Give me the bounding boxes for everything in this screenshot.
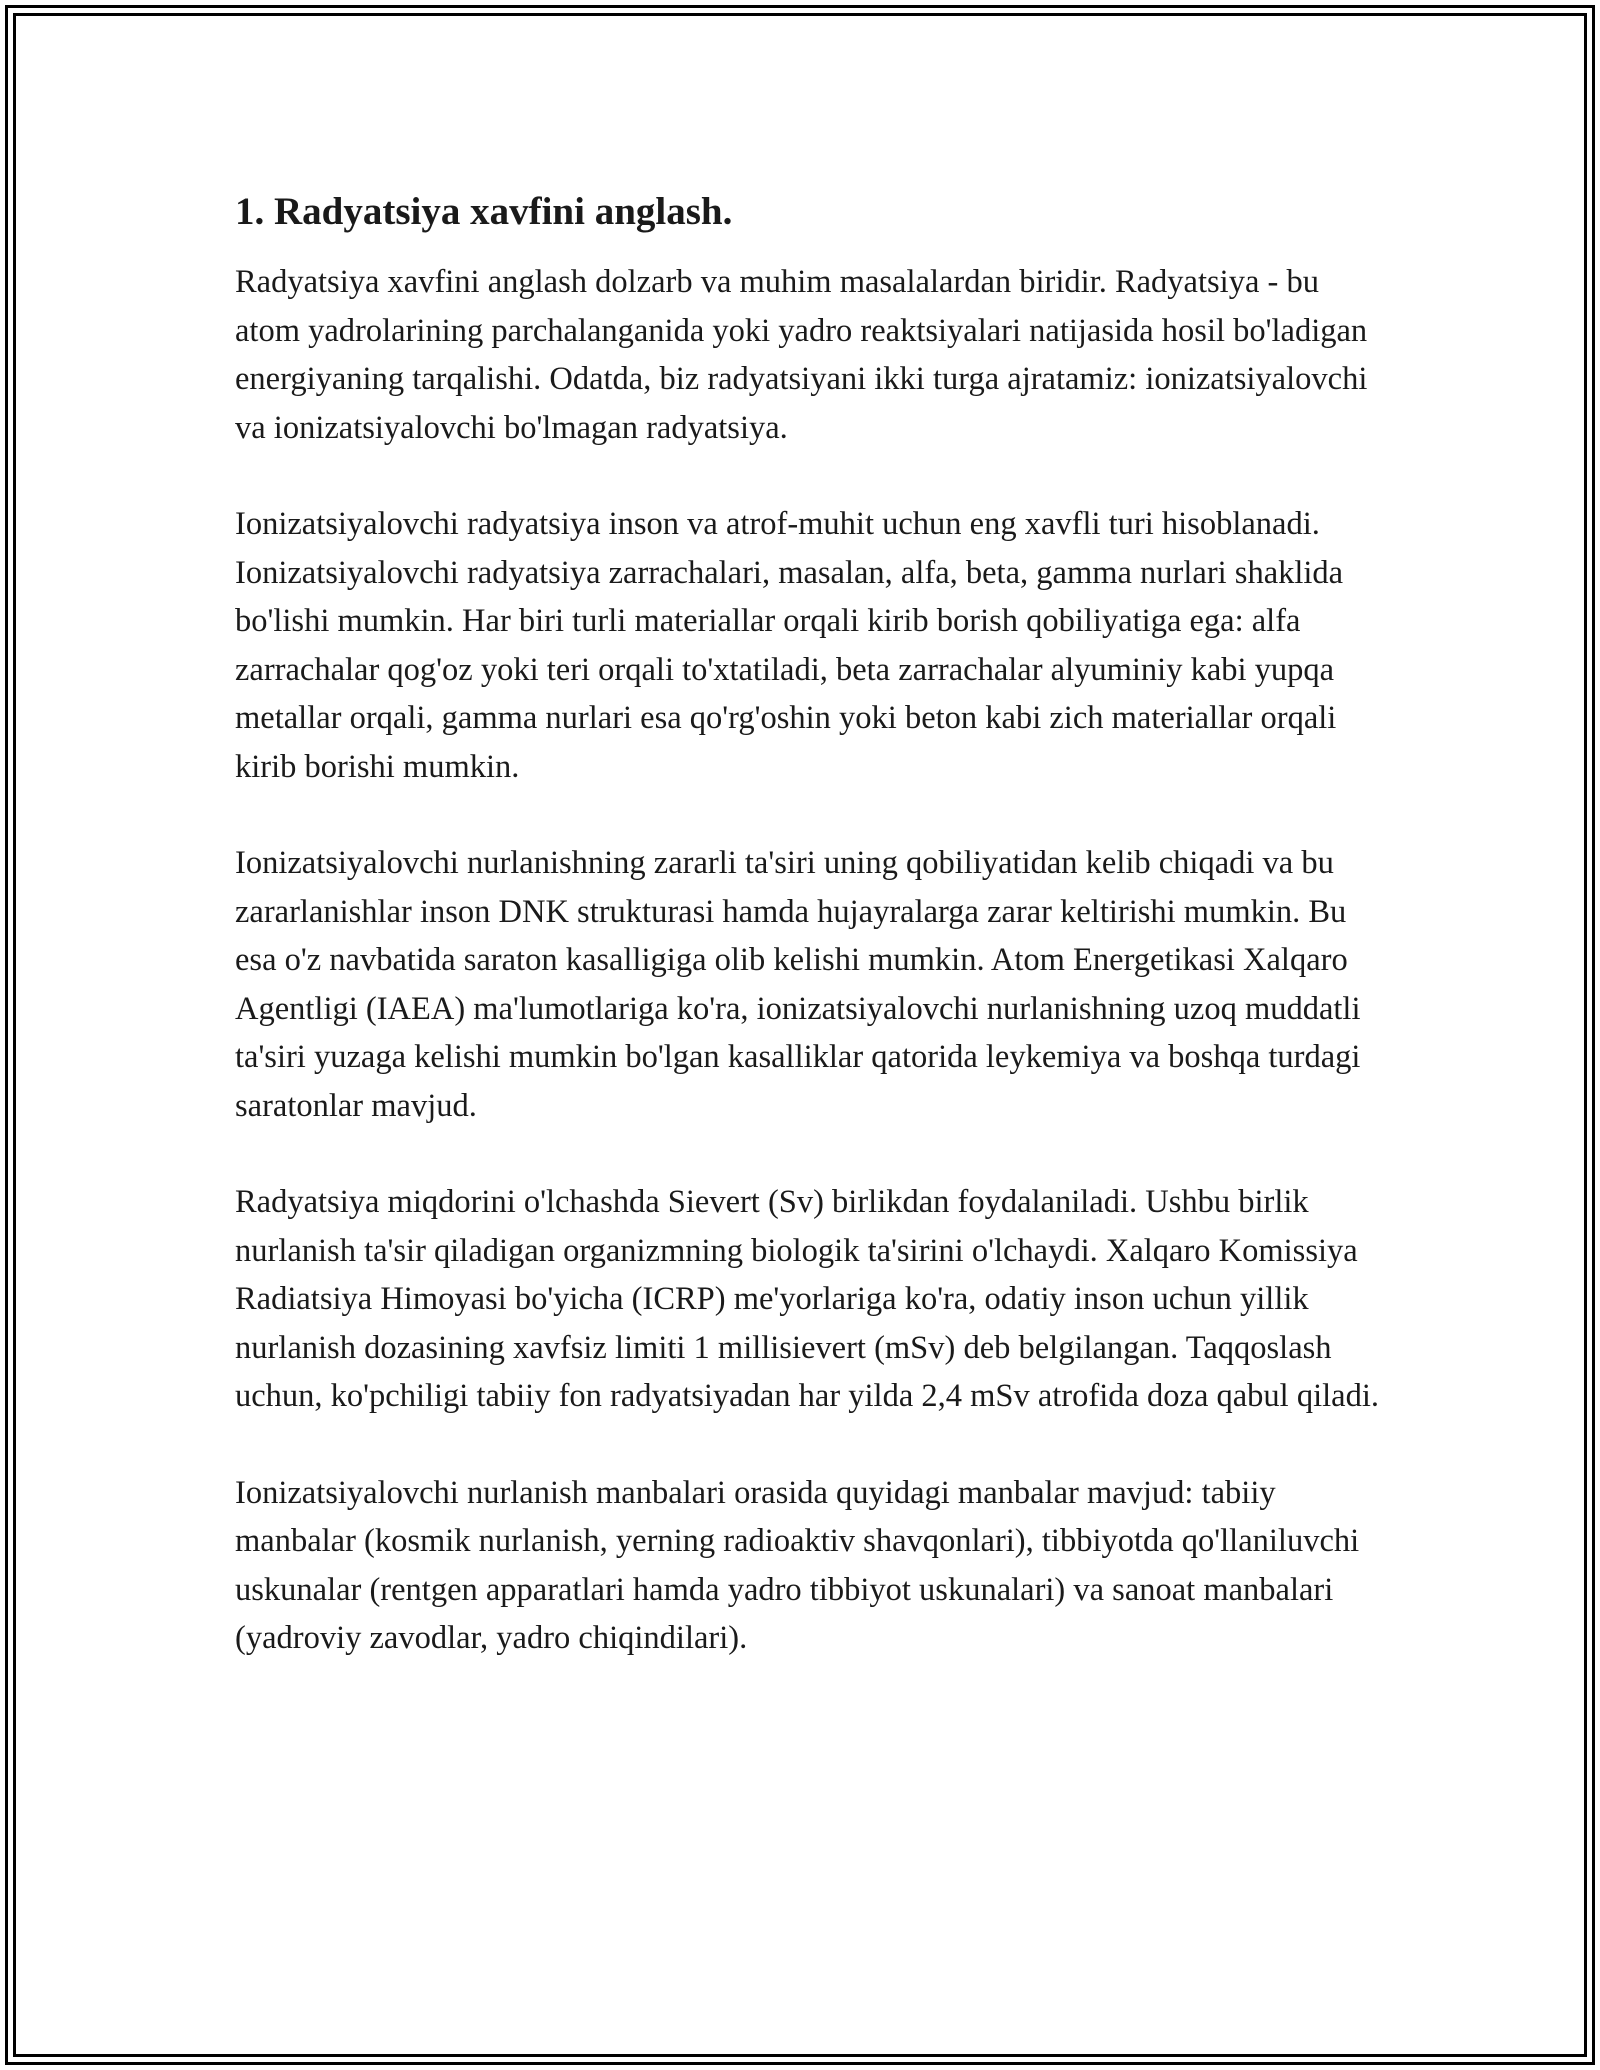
- paragraph-ionizing-types: Ionizatsiyalovchi radyatsiya inson va atrof-muhit uchun eng xavfli turi hisoblanadi. Ionizatsiyalovchi radyatsiya zarrachalari, masalan, alfa, beta, gamma nurlari shaklida bo'lishi mumkin. Har biri turli materiallar orqali kirib borish qobiliyatiga ega: alfa zarrachalar qog'oz yoki teri orqali to'xtatiladi, beta zarrachalar alyuminiy kabi yupqa metallar orqali, gamma nurlari esa qo'rg'oshin yoki beton kabi zich materiallar orqali kirib borishi mumkin.: [235, 506, 1344, 785]
- paragraph-dose-measurement: Radyatsiya miqdorini o'lchashda Sievert (Sv) birlikdan foydalaniladi. Ushbu birlik nurlanish ta'sir qiladigan organizmning biologik ta'sirini o'lchaydi. Xalqaro Komissiya Radiatsiya Himoyasi bo'yicha (ICRP) me'yorlariga ko'ra, odatiy inson uchun yillik nurlanish dozasining xavfsiz limiti 1 millisievert (mSv) deb belgilangan. Taqqoslash uchun, ko'pchiligi tabiiy fon radyatsiyadan har yilda 2,4 mSv atrofida doza qabul qiladi.: [235, 1184, 1379, 1414]
- paragraph-radiation-sources: Ionizatsiyalovchi nurlanish manbalari orasida quyidagi manbalar mavjud: tabiiy manbalar (kosmik nurlanish, yerning radioaktiv shavqonlari), tibbiyotda qo'llaniluvchi uskunalar (rentgen apparatlari hamda yadro tibbiyot uskunalari) va sanoat manbalari (yadroviy zavodlar, yadro chiqindilari).: [235, 1474, 1360, 1656]
- document-body: [235, 186, 1385, 1711]
- paragraph-radiation-definition: Radyatsiya xavfini anglash dolzarb va muhim masalalardan biridir. Radyatsiya - bu atom yadrolarining parchalanganida yoki yadro reaktsiyalari natijasida hosil bo'ladigan energiyaning tarqalishi. Odatda, biz radyatsiyani ikki turga ajratamiz: ionizatsiyalovchi va ionizatsiyalovchi bo'lmagan radyatsiya.: [235, 264, 1368, 446]
- section-heading: 1. Radyatsiya xavfini anglash.: [235, 190, 733, 233]
- paragraph-health-effects: Ionizatsiyalovchi nurlanishning zararli ta'siri uning qobiliyatidan kelib chiqadi va bu zararlanishlar inson DNK strukturasi hamda hujayralarga zarar keltirishi mumkin. Bu esa o'z navbatida saraton kasalligiga olib kelishi mumkin. Atom Energetikasi Xalqaro Agentligi (IAEA) ma'lumotlariga ko'ra, ionizatsiyalovchi nurlanishning uzoq muddatli ta'siri yuzaga kelishi mumkin bo'lgan kasalliklar qatorida leykemiya va boshqa turdagi saratonlar mavjud.: [235, 845, 1361, 1124]
